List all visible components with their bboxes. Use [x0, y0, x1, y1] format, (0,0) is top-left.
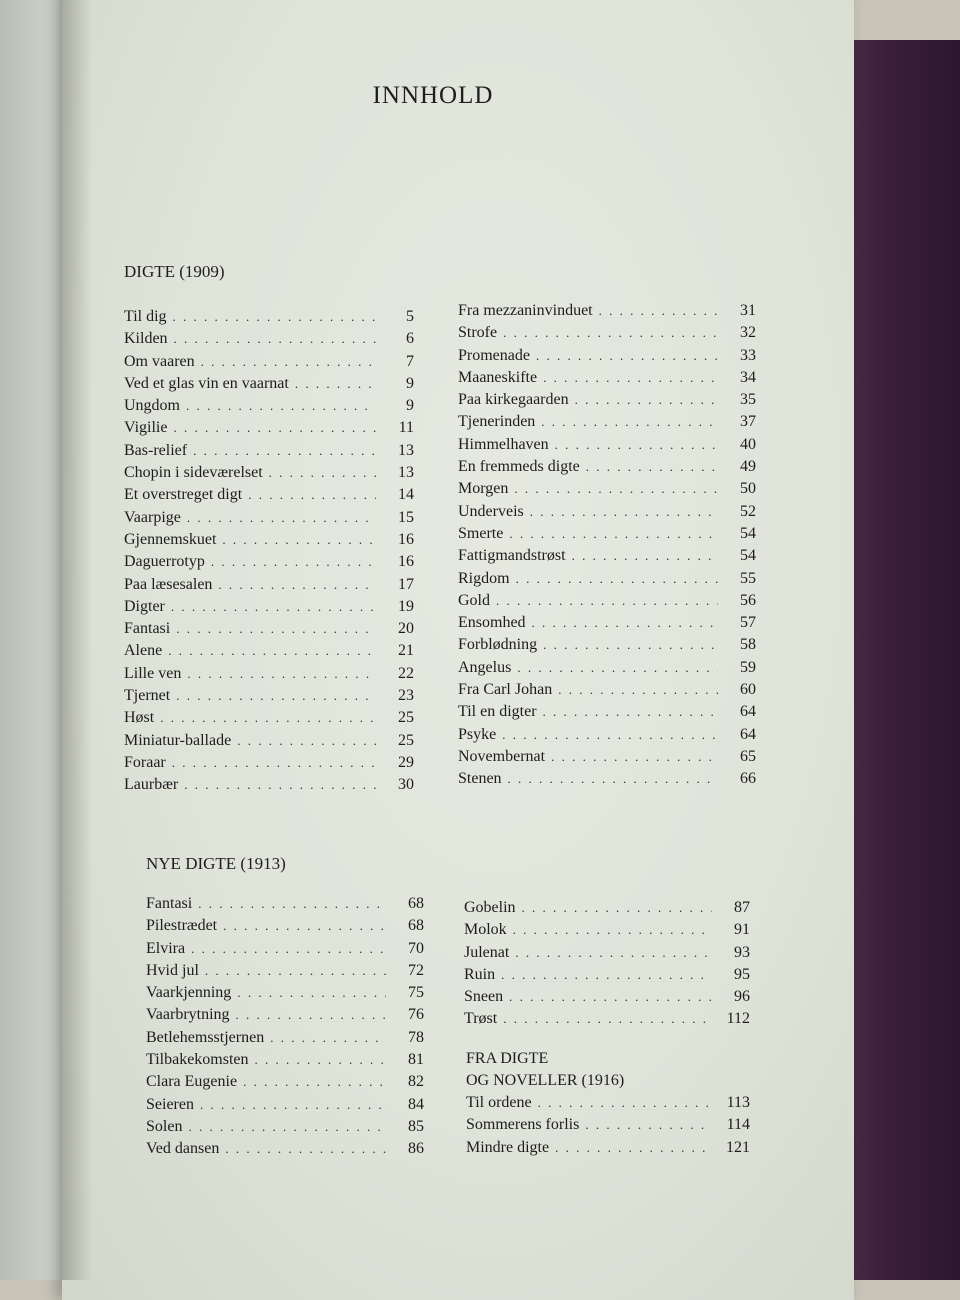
- toc-entry-page-number: 112: [726, 1010, 750, 1028]
- toc-entry-title: Ruin: [464, 965, 496, 983]
- toc-entry: [458, 391, 756, 413]
- dot-leader: [532, 615, 718, 631]
- toc-entry-page-number: 31: [740, 302, 756, 319]
- toc-entry-title: Gjennemskuet: [124, 530, 217, 548]
- dot-leader: [223, 918, 386, 934]
- dot-leader: [176, 621, 376, 637]
- toc-entry-title: Digter: [124, 597, 165, 615]
- dot-leader: [236, 1007, 386, 1023]
- toc-entry: [124, 642, 414, 664]
- toc-entry-title: Novembernat: [458, 747, 546, 765]
- toc-entry-page-number: 29: [398, 753, 414, 771]
- toc-entry-title: Himmelhaven: [458, 435, 549, 453]
- dot-leader: [551, 749, 718, 765]
- section-heading-nye-digte: NYE DIGTE (1913): [146, 854, 286, 873]
- toc-entry-title: Ungdom: [124, 397, 180, 415]
- toc-entry: [124, 330, 414, 352]
- toc-entry: [458, 636, 756, 658]
- toc-entry-title: Underveis: [458, 502, 524, 520]
- toc-entry-title: Fra mezzaninvinduet: [458, 302, 593, 319]
- dot-leader: [530, 504, 718, 520]
- toc-entry-page-number: 5: [406, 308, 414, 325]
- toc-entry-page-number: 32: [740, 324, 756, 342]
- toc-entry: [464, 1010, 750, 1032]
- dot-leader: [572, 548, 718, 564]
- toc-entry: [464, 944, 750, 966]
- page-title: INNHOLD: [372, 82, 494, 109]
- toc-entry: [124, 464, 414, 486]
- toc-entry-title: Angelus: [458, 658, 512, 676]
- toc-entry: [466, 1094, 750, 1116]
- toc-entry-page-number: 33: [740, 346, 756, 364]
- toc-entry-title: Et overstreget digt: [124, 486, 243, 504]
- toc-entry-title: Til ordene: [466, 1094, 532, 1111]
- toc-entry-page-number: 50: [740, 480, 756, 498]
- toc-entry-title: Julenat: [464, 943, 510, 961]
- toc-entry: [458, 681, 756, 703]
- toc-entry-page-number: 59: [740, 658, 756, 676]
- dot-leader: [585, 1117, 712, 1133]
- toc-entry-title: Tjernet: [124, 687, 171, 705]
- dot-leader: [555, 1140, 712, 1156]
- toc-entry-page-number: 68: [408, 895, 424, 912]
- toc-entry-title: Fra Carl Johan: [458, 681, 553, 699]
- toc-entry-page-number: 25: [398, 731, 414, 749]
- toc-entry-title: Rigdom: [458, 569, 510, 587]
- section-heading-fra-digte-line2: OG NOVELLER (1916): [466, 1072, 625, 1089]
- toc-entry-page-number: 82: [408, 1073, 424, 1091]
- dot-leader: [222, 532, 376, 548]
- toc-entry: [458, 525, 756, 547]
- toc-entry-title: Alene: [124, 642, 163, 660]
- dot-leader: [543, 704, 718, 720]
- toc-entry-title: Mindre digte: [466, 1138, 550, 1156]
- toc-entry-page-number: 16: [398, 553, 414, 571]
- dot-leader: [173, 420, 376, 436]
- toc-entry-title: Sneen: [464, 988, 504, 1006]
- toc-entry-page-number: 78: [408, 1028, 424, 1046]
- toc-entry: [458, 770, 756, 792]
- dot-leader: [248, 487, 376, 503]
- toc-entry-page-number: 64: [740, 703, 756, 721]
- toc-entry-page-number: 25: [398, 709, 414, 727]
- digte-right-column: [458, 302, 756, 793]
- toc-entry-title: Betlehemsstjernen: [146, 1028, 265, 1046]
- toc-entry-page-number: 60: [740, 681, 756, 699]
- toc-entry-title: Clara Eugenie: [146, 1073, 238, 1091]
- toc-entry-page-number: 95: [734, 965, 750, 983]
- dot-leader: [200, 1097, 386, 1113]
- toc-entry: [146, 895, 424, 917]
- dot-leader: [509, 989, 712, 1005]
- toc-entry-title: Daguerrotyp: [124, 553, 205, 571]
- section-heading-fra-digte-line1: FRA DIGTE: [466, 1050, 549, 1067]
- toc-entry: [146, 1073, 424, 1095]
- toc-entry-page-number: 86: [408, 1140, 424, 1158]
- toc-entry-page-number: 17: [398, 575, 414, 593]
- toc-entry-page-number: 19: [398, 597, 414, 615]
- toc-entry-page-number: 91: [734, 921, 750, 939]
- toc-entry-page-number: 56: [740, 591, 756, 609]
- toc-entry-title: Smerte: [458, 524, 504, 542]
- toc-entry-title: Laurbær: [124, 776, 179, 794]
- toc-entry-page-number: 34: [740, 368, 756, 386]
- toc-entry-title: Chopin i sideværelset: [124, 464, 263, 482]
- toc-entry: [124, 509, 414, 531]
- toc-entry: [146, 1096, 424, 1118]
- toc-entry: [146, 962, 424, 984]
- dot-leader: [255, 1052, 386, 1068]
- toc-entry: [458, 436, 756, 458]
- dot-leader: [538, 1095, 712, 1111]
- dot-leader: [205, 963, 386, 979]
- toc-entry: [458, 547, 756, 569]
- toc-entry: [124, 576, 414, 598]
- dot-leader: [198, 896, 386, 912]
- toc-entry-page-number: 52: [740, 502, 756, 520]
- dot-leader: [509, 526, 718, 542]
- toc-entry: [124, 419, 414, 441]
- toc-entry-title: Paa kirkegaarden: [458, 391, 569, 409]
- nye-digte-left-column: [146, 895, 424, 1163]
- toc-entry-page-number: 87: [734, 899, 750, 916]
- toc-entry-page-number: 16: [398, 530, 414, 548]
- toc-entry-page-number: 7: [406, 352, 414, 370]
- toc-entry: [458, 703, 756, 725]
- toc-entry: [124, 375, 414, 397]
- toc-entry: [124, 486, 414, 508]
- toc-entry-title: Gold: [458, 591, 490, 609]
- toc-entry-title: Miniatur-ballade: [124, 731, 232, 749]
- toc-entry-page-number: 49: [740, 458, 756, 476]
- toc-entry-title: Trøst: [464, 1010, 498, 1028]
- toc-entry-title: Solen: [146, 1117, 183, 1135]
- dot-leader: [517, 660, 718, 676]
- toc-entry-page-number: 20: [398, 620, 414, 638]
- toc-entry: [124, 442, 414, 464]
- dot-leader: [575, 392, 718, 408]
- dot-leader: [543, 637, 718, 653]
- toc-entry-page-number: 30: [398, 776, 414, 794]
- toc-entry-page-number: 54: [740, 547, 756, 565]
- dot-leader: [496, 593, 718, 609]
- toc-entry-title: Fantasi: [146, 895, 193, 912]
- toc-entry-page-number: 121: [726, 1138, 750, 1156]
- toc-entry: [124, 709, 414, 731]
- toc-entry: [146, 984, 424, 1006]
- toc-entry-page-number: 84: [408, 1095, 424, 1113]
- dot-leader: [555, 437, 718, 453]
- toc-entry: [458, 748, 756, 770]
- toc-entry: [124, 687, 414, 709]
- toc-entry-title: Promenade: [458, 346, 530, 364]
- toc-entry-title: Foraar: [124, 753, 166, 771]
- toc-entry-title: En fremmeds digte: [458, 458, 580, 476]
- toc-entry-title: Tjenerinden: [458, 413, 536, 431]
- toc-entry: [458, 614, 756, 636]
- dot-leader: [514, 481, 718, 497]
- toc-entry-title: Forblødning: [458, 636, 538, 654]
- toc-entry-page-number: 58: [740, 636, 756, 654]
- toc-entry-title: Til dig: [124, 308, 167, 325]
- toc-entry-page-number: 14: [398, 486, 414, 504]
- toc-entry: [458, 347, 756, 369]
- toc-entry-title: Til en digter: [458, 703, 537, 721]
- toc-entry: [464, 899, 750, 921]
- toc-entry-page-number: 75: [408, 984, 424, 1002]
- toc-entry-page-number: 15: [398, 508, 414, 526]
- toc-entry-page-number: 96: [734, 988, 750, 1006]
- toc-entry-title: Molok: [464, 921, 507, 939]
- nye-digte-right-column: [464, 899, 750, 1033]
- toc-entry-page-number: 22: [398, 664, 414, 682]
- fra-digte-block: [466, 1050, 750, 1161]
- toc-entry: [124, 397, 414, 419]
- dot-leader: [270, 1030, 386, 1046]
- toc-entry: [146, 917, 424, 939]
- toc-entry-page-number: 23: [398, 687, 414, 705]
- toc-entry-page-number: 40: [740, 435, 756, 453]
- toc-entry: [124, 308, 414, 330]
- toc-entry: [458, 592, 756, 614]
- toc-entry: [466, 1116, 750, 1138]
- toc-entry: [458, 726, 756, 748]
- toc-entry-page-number: 35: [740, 391, 756, 409]
- dot-leader: [501, 967, 712, 983]
- dot-leader: [187, 510, 376, 526]
- toc-entry-title: Elvira: [146, 939, 186, 957]
- toc-entry-page-number: 9: [406, 397, 414, 415]
- toc-entry: [124, 754, 414, 776]
- toc-entry-title: Paa læsesalen: [124, 575, 213, 593]
- toc-entry-page-number: 9: [406, 374, 414, 392]
- dot-leader: [599, 303, 718, 319]
- toc-entry-page-number: 13: [398, 464, 414, 482]
- toc-entry-title: Høst: [124, 709, 155, 727]
- dot-leader: [184, 777, 376, 793]
- dot-leader: [269, 465, 376, 481]
- toc-entry-title: Seieren: [146, 1095, 194, 1113]
- toc-entry: [124, 776, 414, 798]
- toc-entry-title: Vaarbrytning: [146, 1006, 230, 1024]
- toc-entry-title: Hvid jul: [146, 961, 199, 979]
- toc-entry-page-number: 114: [726, 1116, 750, 1134]
- toc-entry-title: Vigilie: [124, 419, 168, 437]
- toc-entry-page-number: 66: [740, 770, 756, 788]
- dot-leader: [541, 414, 718, 430]
- fra-digte-list: [466, 1094, 750, 1161]
- toc-entry: [124, 620, 414, 642]
- toc-entry-title: Vaarkjenning: [146, 984, 232, 1002]
- toc-entry-page-number: 11: [398, 419, 414, 437]
- dot-leader: [168, 643, 376, 659]
- toc-entry: [458, 659, 756, 681]
- toc-entry-page-number: 55: [740, 569, 756, 587]
- toc-entry-title: Ensomhed: [458, 614, 526, 632]
- toc-entry-page-number: 54: [740, 524, 756, 542]
- toc-entry: [458, 413, 756, 435]
- toc-entry-title: Stenen: [458, 770, 502, 788]
- toc-entry: [146, 940, 424, 962]
- toc-entry: [458, 324, 756, 346]
- dot-leader: [176, 688, 376, 704]
- toc-entry: [458, 570, 756, 592]
- digte-left-column: [124, 308, 414, 799]
- toc-entry-title: Morgen: [458, 480, 509, 498]
- book-cover-edge: [840, 40, 960, 1280]
- section-heading-digte: DIGTE (1909): [124, 262, 225, 281]
- dot-leader: [503, 325, 718, 341]
- toc-entry-title: Fattigmandstrøst: [458, 547, 566, 565]
- toc-entry-title: Gobelin: [464, 899, 516, 916]
- dot-leader: [174, 331, 376, 347]
- toc-entry-title: Fantasi: [124, 620, 171, 638]
- dot-leader: [295, 376, 376, 392]
- toc-entry: [146, 1118, 424, 1140]
- toc-entry-title: Bas-relief: [124, 441, 188, 459]
- toc-entry: [124, 732, 414, 754]
- toc-entry-title: Om vaaren: [124, 352, 195, 370]
- toc-entry-page-number: 64: [740, 725, 756, 743]
- dot-leader: [502, 727, 718, 743]
- toc-entry-page-number: 70: [408, 939, 424, 957]
- toc-entry-page-number: 65: [740, 747, 756, 765]
- dot-leader: [543, 370, 718, 386]
- toc-entry: [124, 353, 414, 375]
- toc-entry-title: Maaneskifte: [458, 368, 538, 386]
- dot-leader: [522, 900, 712, 916]
- toc-entry-page-number: 85: [408, 1117, 424, 1135]
- dot-leader: [558, 682, 718, 698]
- toc-entry: [464, 966, 750, 988]
- toc-entry-page-number: 113: [726, 1094, 750, 1111]
- dot-leader: [218, 577, 376, 593]
- dot-leader: [173, 309, 376, 325]
- toc-entry-page-number: 37: [740, 413, 756, 431]
- dot-leader: [188, 1119, 386, 1135]
- dot-leader: [193, 443, 376, 459]
- toc-entry-title: Lille ven: [124, 664, 182, 682]
- toc-entry: [146, 1140, 424, 1162]
- dot-leader: [171, 599, 376, 615]
- toc-entry-page-number: 93: [734, 943, 750, 961]
- toc-entry-title: Ved et glas vin en vaarnat: [124, 374, 289, 392]
- dot-leader: [211, 554, 376, 570]
- page-gutter-shadow: [62, 0, 92, 1280]
- dot-leader: [237, 985, 386, 1001]
- dot-leader: [503, 1011, 712, 1027]
- toc-entry: [464, 921, 750, 943]
- toc-entry-page-number: 72: [408, 961, 424, 979]
- toc-entry: [466, 1139, 750, 1161]
- dot-leader: [515, 945, 712, 961]
- toc-entry: [458, 302, 756, 324]
- toc-entry-title: Strofe: [458, 324, 498, 342]
- dot-leader: [172, 755, 376, 771]
- toc-entry: [146, 1051, 424, 1073]
- toc-entry-title: Vaarpige: [124, 508, 181, 526]
- toc-entry-title: Tilbakekomsten: [146, 1051, 249, 1069]
- toc-entry: [458, 458, 756, 480]
- dot-leader: [536, 348, 718, 364]
- toc-entry-page-number: 21: [398, 642, 414, 660]
- dot-leader: [186, 398, 376, 414]
- toc-entry-title: Ved dansen: [146, 1140, 220, 1158]
- dot-leader: [160, 710, 376, 726]
- toc-entry: [458, 480, 756, 502]
- dot-leader: [243, 1074, 386, 1090]
- toc-entry-title: Sommerens forlis: [466, 1116, 580, 1134]
- toc-entry: [146, 1029, 424, 1051]
- toc-entry: [146, 1006, 424, 1028]
- dot-leader: [225, 1141, 386, 1157]
- toc-entry-title: Pilestrædet: [146, 917, 218, 935]
- dot-leader: [191, 941, 386, 957]
- dot-leader: [187, 666, 376, 682]
- dot-leader: [516, 571, 718, 587]
- dot-leader: [237, 733, 376, 749]
- toc-entry-page-number: 68: [408, 917, 424, 935]
- toc-entry: [124, 553, 414, 575]
- toc-entry-title: Kilden: [124, 330, 168, 348]
- toc-entry-page-number: 81: [408, 1051, 424, 1069]
- toc-entry: [464, 988, 750, 1010]
- toc-entry-title: Psyke: [458, 725, 497, 743]
- toc-entry-page-number: 76: [408, 1006, 424, 1024]
- dot-leader: [201, 354, 376, 370]
- dot-leader: [586, 459, 718, 475]
- toc-entry: [458, 503, 756, 525]
- toc-entry: [124, 531, 414, 553]
- toc-entry-page-number: 13: [398, 441, 414, 459]
- toc-entry-page-number: 57: [740, 614, 756, 632]
- toc-entry-page-number: 6: [406, 330, 414, 348]
- toc-entry: [124, 665, 414, 687]
- dot-leader: [513, 922, 712, 938]
- toc-entry: [124, 598, 414, 620]
- dot-leader: [508, 771, 718, 787]
- toc-entry: [458, 369, 756, 391]
